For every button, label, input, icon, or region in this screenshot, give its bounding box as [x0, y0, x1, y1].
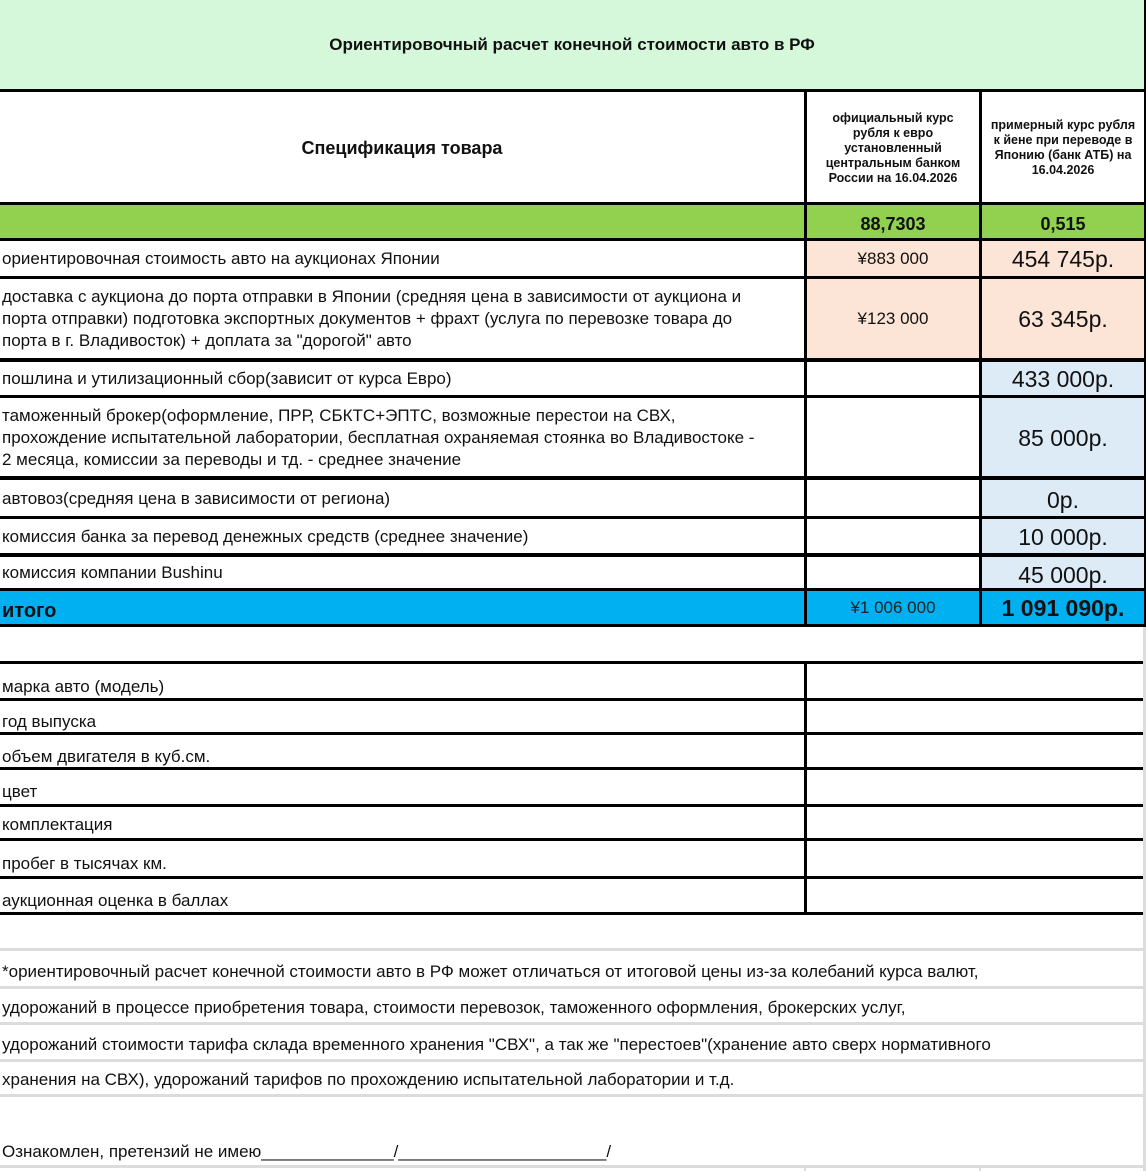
cost-row-yen: [807, 557, 979, 589]
cost-row-yen: ¥883 000: [807, 241, 979, 277]
cost-row-yen: [807, 519, 979, 554]
cost-row-rub: 454 745р.: [982, 241, 1144, 277]
spec-header: Спецификация товара: [301, 137, 503, 158]
cost-row-rub: 433 000р.: [982, 362, 1144, 396]
cost-row-label: пошлина и утилизационный сбор(зависит от курса Евро): [2, 369, 452, 388]
cost-row-yen: ¥123 000: [807, 279, 979, 359]
disclaimer-line: *ориентировочный расчет конечной стоимости авто в РФ может отличаться от итоговой цены из-за колебаний курса валют,: [2, 962, 979, 981]
vehicle-info-label: комплектация: [2, 814, 113, 834]
vehicle-info-label: год выпуска: [2, 711, 97, 731]
signature-line: Ознакомлен, претензий не имею______________/______________________/: [2, 1142, 612, 1161]
vehicle-info-value[interactable]: [807, 841, 1143, 876]
disclaimer-line: хранения на СВХ), удорожаний тарифов по прохождению испытательной лаборатории и т.д.: [2, 1070, 735, 1089]
vehicle-info-value[interactable]: [807, 807, 1143, 838]
total-yen: ¥1 006 000: [850, 598, 936, 617]
vehicle-info-label: объем двигателя в куб.см.: [2, 747, 211, 766]
vehicle-info-label: пробег в тысячах км.: [2, 853, 167, 873]
page-title: Ориентировочный расчет конечной стоимости авто в РФ: [0, 0, 1146, 90]
yen-rate-header: примерный курс рубля к йене при переводе в Японию (банк АТБ) на 16.04.2026: [990, 118, 1136, 177]
vehicle-info-value[interactable]: [807, 737, 1143, 769]
cost-row-rub: 45 000р.: [982, 557, 1144, 589]
cost-row-label: комиссия банка за перевод денежных средств (среднее значение): [2, 526, 529, 546]
vehicle-info-value[interactable]: [807, 879, 1143, 912]
vehicle-info-value[interactable]: [807, 772, 1143, 804]
vehicle-info-label: цвет: [2, 782, 38, 801]
cost-row-label: доставка с аукциона до порта отправки в Японии (средняя цена в зависимости от аукциона и порта отправки) подготовка экспортных документов + фрахт (услуга по перевозке товара до порта в г. Владивосток) + доплата за "дорогой" авто: [2, 287, 742, 350]
disclaimer-line: удорожаний стоимости тарифа склада временного хранения "СВХ", а так же "перестоев"(хранение авто сверх нормативного: [2, 1035, 991, 1054]
cost-row-rub: 63 345р.: [982, 279, 1144, 359]
cost-row-label: ориентировочная стоимость авто на аукционах Японии: [2, 249, 440, 268]
vehicle-info-label: аукционная оценка в баллах: [2, 890, 229, 910]
vehicle-info-value[interactable]: [807, 703, 1143, 734]
cost-row-yen: [807, 362, 979, 396]
vehicle-info-label: марка авто (модель): [2, 677, 165, 696]
cost-row-yen: [807, 398, 979, 478]
disclaimer-line: удорожаний в процессе приобретения товара, стоимости перевозок, таможенного оформления, брокерских услуг,: [2, 998, 906, 1017]
total-rub: 1 091 090р.: [1001, 594, 1125, 621]
cost-row-label: таможенный брокер(оформление, ПРР, СБКТС+ЭПТС, возможные перестои на СВХ, прохождение испытательной лаборатории, бесплатная охраняемая стоянка во Владивостоке - 2 месяца, комиссии за переводы и тд. - среднее значение: [2, 406, 755, 469]
total-label: итого: [2, 599, 57, 622]
yen-rate-value: 0,515: [1040, 213, 1086, 234]
cost-row-yen: [807, 480, 979, 517]
vehicle-info-value[interactable]: [807, 666, 1143, 700]
cost-row-label: комиссия компании Bushinu: [2, 563, 223, 582]
cost-row-label: автовоз(средняя цена в зависимости от региона): [2, 488, 391, 508]
cost-row-rub: 10 000р.: [982, 519, 1144, 554]
cost-row-rub: 0р.: [982, 480, 1144, 517]
cost-row-rub: 85 000р.: [982, 398, 1144, 478]
euro-rate-value: 88,7303: [860, 213, 926, 234]
euro-rate-header: официальный курс рубля к евро установленный центральным банком России на 16.04.2026: [825, 110, 961, 185]
